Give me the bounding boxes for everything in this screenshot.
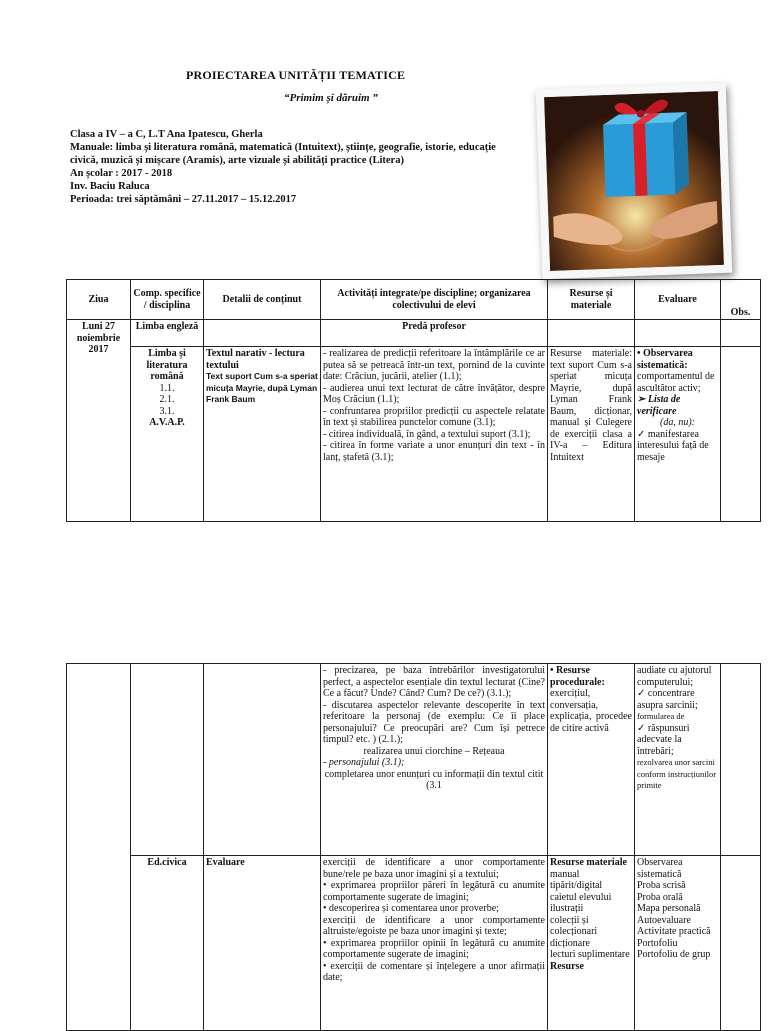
meta-class: Clasa a IV – a C, L.T Ana Ipatescu, Gherla	[70, 129, 263, 140]
day-cell: Luni 27 noiembrie 2017	[67, 320, 131, 522]
discipline-title: Limba și literatura română	[146, 348, 188, 382]
activity-item: - citirea individuală, în gând, a textului suport (3.1);	[323, 428, 531, 440]
unit-plan-table-continued	[66, 663, 761, 1031]
content-title: Textul narativ - lectura textului	[206, 348, 305, 371]
header-obs: Obs.	[721, 280, 761, 320]
discipline-civics: Ed.civica	[131, 856, 204, 1031]
content-cell: Evaluare	[204, 856, 321, 1031]
discipline-avap: A.V.A.P.	[149, 417, 185, 428]
evaluation-cell	[635, 664, 721, 856]
activity-english: Predă profesor	[321, 320, 548, 347]
resources-cell	[548, 664, 635, 856]
activity-item: - confruntarea propriilor predicții cu aspectele relatate în text și stabilirea punctelor comune (3.1);	[323, 405, 545, 428]
content-cell	[204, 347, 321, 522]
evaluation-item: rezolvarea unor sarcini conform instrucțiunilor primite	[637, 757, 717, 790]
resources-item: dicționare	[550, 937, 590, 949]
header-evaluation: Evaluare	[635, 280, 721, 320]
activity-item: exerciții de identificare a unor comportamente bune/rele pe baza unor imagini și a textului;	[323, 857, 545, 880]
table-row	[67, 856, 761, 1031]
competence: 3.1.	[159, 405, 175, 417]
evaluation-item: audiate cu ajutorul computerului;	[637, 665, 712, 688]
activities-cell	[321, 664, 548, 856]
evaluation-item: ✓ manifestarea interesului față de mesaje	[637, 428, 709, 463]
activity-item: - citirea în forme variate a unor enunțuri din text - în lanț, ștafetă (3.1);	[323, 440, 545, 463]
table-row	[67, 664, 761, 856]
evaluation-item: Mapa personală	[637, 903, 701, 914]
meta-teacher: Inv. Baciu Raluca	[70, 181, 150, 192]
activity-item: - precizarea, pe baza întrebărilor investigatorului perfect, a aspectelor esențiale din textul lecturat (Cine? Ce a făcut? Unde? Când? Cum? De ce?) (3.1.);	[323, 665, 545, 699]
evaluation-item: Proba scrisă	[637, 880, 686, 891]
activity-item: • descoperirea și comentarea unor proverbe;	[323, 903, 499, 914]
empty-cell	[204, 320, 321, 347]
activity-item: - personajului (3.1);	[323, 757, 405, 768]
resources-item: Resurse	[550, 960, 584, 972]
obs-cell	[721, 664, 761, 856]
resources-title: Resurse materiale	[550, 857, 627, 868]
evaluation-item: formularea de	[637, 711, 685, 721]
table-row	[67, 347, 761, 522]
document-title: PROIECTAREA UNITĂȚII TEMATICE	[186, 68, 406, 82]
activity-item: realizarea unui ciorchine – Rețeaua	[363, 745, 505, 757]
document-meta	[70, 128, 510, 206]
empty-cell	[204, 664, 321, 856]
evaluation-item: Portofoliu de grup	[637, 949, 711, 960]
activity-item: - discutarea aspectelor relevante descoperite în text referitoare la personaj (de exemplu: Ce îi place personajului? Ce preocupări are? Cum își petrece timpul? etc. ) (2.1.);	[323, 699, 545, 745]
discipline-romanian	[131, 347, 204, 522]
activity-item: • exprimarea propriilor păreri în legătură cu anumite comportamente sugerate de imagini;	[323, 880, 545, 903]
empty-cell	[721, 320, 761, 347]
evaluation-item: • Observarea sistematică:	[637, 348, 693, 371]
empty-cell	[131, 664, 204, 856]
evaluation-item: comportamentul de ascultător activ;	[637, 371, 715, 394]
content-detail: Text suport Cum s-a speriat micuța Mayrie, după Lyman Frank Baum	[206, 371, 318, 404]
activity-item: • exerciții de comentare și înțelegere a unor afirmații date;	[323, 960, 545, 983]
activities-cell	[321, 856, 548, 1031]
activity-item: - realizarea de predicții referitoare la întâmplările ce ar putea să se petreacă într-un text, pornind de la cuvinte date: Crăciun, jucării, atelier (1.1);	[323, 348, 545, 382]
evaluation-item: Activitate practică	[637, 926, 711, 937]
evaluation-item: ✓ răspunsuri adecvate la întrebări;	[637, 722, 690, 757]
activities-cell	[321, 347, 548, 522]
activity-item: - audierea unui text lecturat de către învățător, despre Moș Crăciun (1.1);	[323, 382, 545, 405]
empty-cell	[635, 320, 721, 347]
unit-plan-table	[66, 279, 761, 522]
empty-cell	[548, 320, 635, 347]
header-day: Ziua	[67, 280, 131, 320]
evaluation-cell	[635, 856, 721, 1031]
resources-item: exercițiul, conversația, explicația, procedee de citire activă	[550, 688, 632, 734]
table-row	[67, 320, 761, 347]
table-header-row	[67, 280, 761, 320]
activity-item: completarea unor enunțuri cu informații din textul citit (3.1	[324, 768, 544, 791]
meta-manuals: Manuale: limba și literatura română, matematică (Intuitext), științe, geografie, istorie, educație civică, muzică și mișcare (Aramis), arte vizuale și abilități practice (Litera)	[70, 142, 496, 166]
competence: 2.1.	[159, 394, 175, 405]
resources-item: manual tipărit/digital	[550, 868, 603, 891]
evaluation-item: Observarea sistematică	[637, 857, 683, 880]
header-content: Detalii de conținut	[204, 280, 321, 320]
evaluation-item: Proba orală	[637, 891, 683, 903]
gift-hands-photo	[536, 83, 733, 280]
competence: 1.1.	[159, 382, 175, 394]
document-subtitle: “Primim și dăruim ”	[284, 92, 378, 104]
obs-cell	[721, 856, 761, 1031]
activity-item: • exprimarea propriilor opinii în legătură cu anumite comportamente sugerate de imagini;	[323, 937, 545, 960]
discipline-english: Limba engleză	[131, 320, 204, 347]
resources-item: ilustrații	[550, 903, 584, 914]
meta-period: Perioada: trei săptămâni – 27.11.2017 – 15.12.2017	[70, 194, 297, 205]
evaluation-item: ✓ concentrare asupra sarcinii;	[637, 688, 698, 711]
resources-cell: Resurse materiale: text suport Cum s-a speriat micuța Mayrie, după Lyman Frank Baum, dicționar, manual și Culegere de exerciții clasa a IV-a – Editura Intuitext	[548, 347, 635, 522]
obs-cell	[721, 347, 761, 522]
evaluation-item: Portofoliu	[637, 937, 678, 949]
resources-cell	[548, 856, 635, 1031]
evaluation-item: Autoevaluare	[637, 914, 691, 926]
resources-item: caietul elevului	[550, 891, 612, 903]
day-cell	[67, 664, 131, 1031]
evaluation-item: ➢ Lista de verificare	[637, 394, 681, 417]
header-competences: Comp. specifice / disciplina	[131, 280, 204, 320]
header-resources: Resurse și materiale	[548, 280, 635, 320]
evaluation-item: (da, nu):	[660, 417, 695, 428]
gift-illustration	[544, 91, 724, 271]
activity-item: exerciții de identificare a unor comportamente altruiste/egoiste pe baza unor imagini și texte;	[323, 914, 545, 937]
resources-item: lecturi suplimentare	[550, 949, 630, 960]
evaluation-cell	[635, 347, 721, 522]
meta-school-year: An școlar : 2017 - 2018	[70, 168, 173, 179]
header-activities: Activități integrate/pe discipline; organizarea colectivului de elevi	[321, 280, 548, 320]
resources-title: • Resurse procedurale:	[550, 665, 605, 688]
resources-item: colecții și colecționari	[550, 914, 598, 937]
